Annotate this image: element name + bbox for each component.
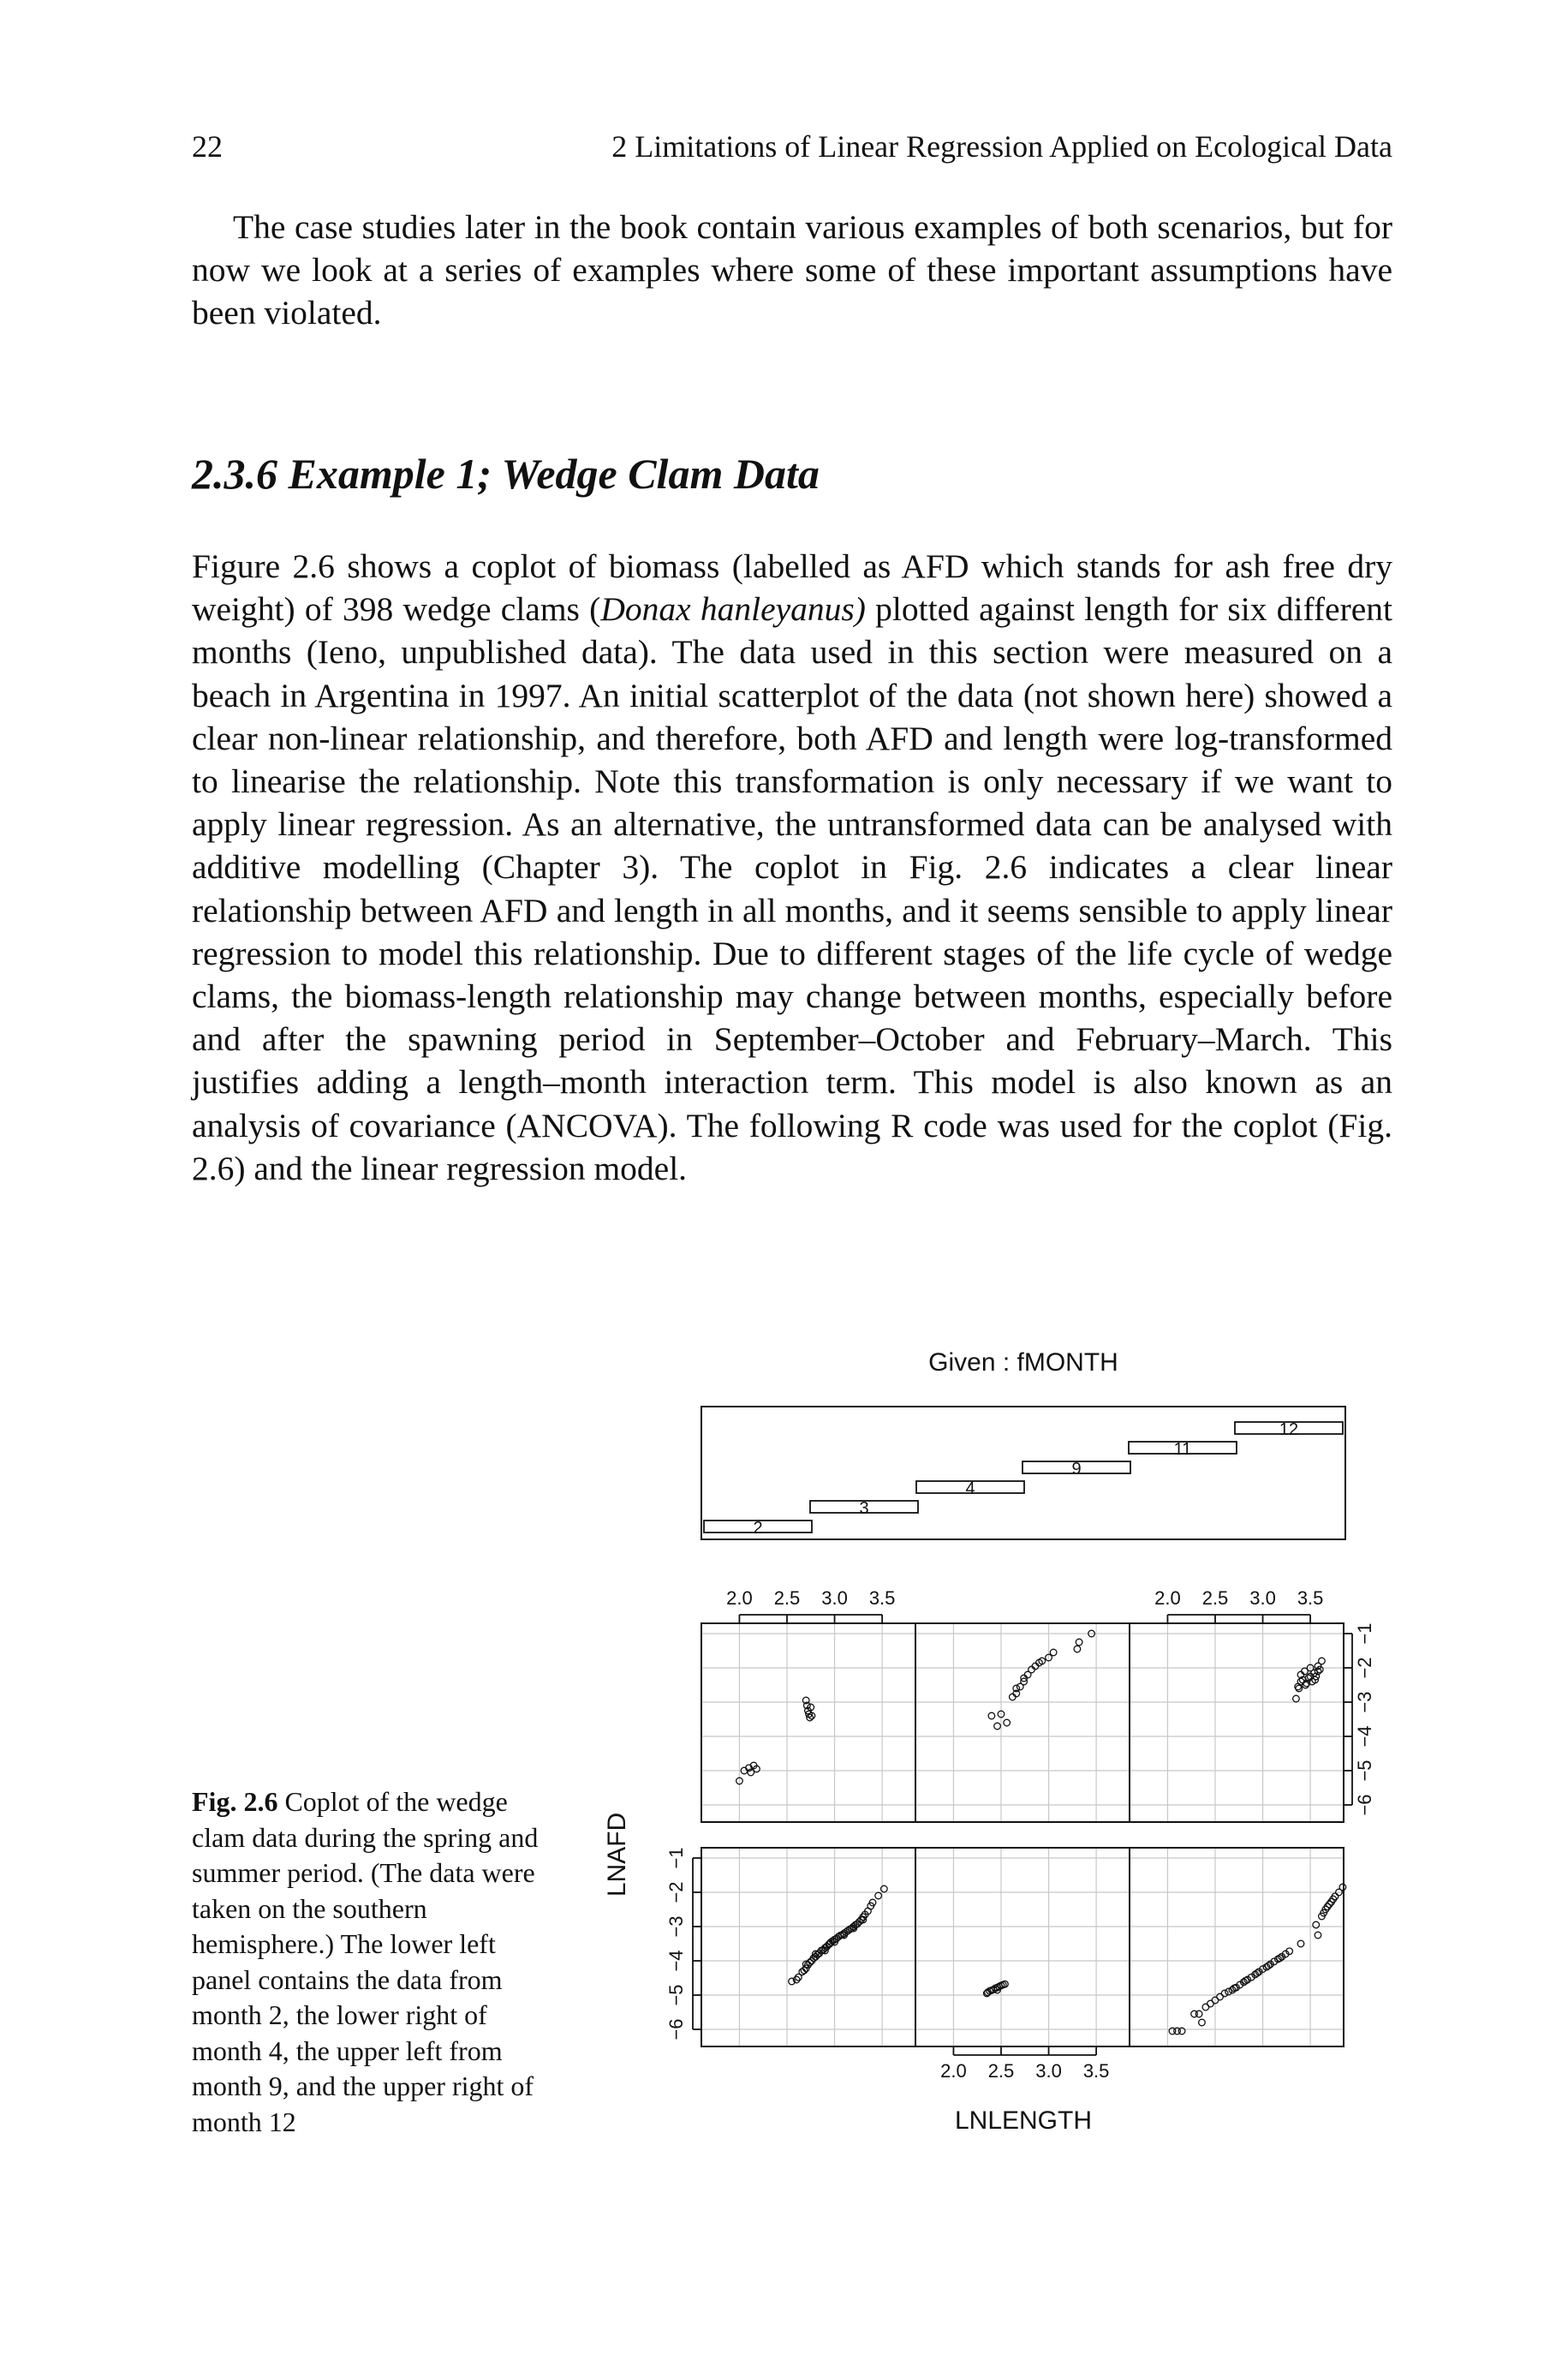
given-interval-label: 2: [753, 1519, 763, 1538]
x-tick-label: 3.0: [1035, 2060, 1062, 2082]
body-text-part2: plotted against length for six different months (Ieno, unpublished data). The data used in this section were measured on a beach in Argentina in 1997. An initial scatterplot of the data (not shown here) showed a clear non-linear relationship, and therefore, both AFD and length were log-transformed to linearise the relationship. Note this transformation is only necessary if we want to apply linear regression. As an alternative, the untransformed data can be analysed with additive modelling (Chapter 3). The coplot in Fig. 2.6 indicates a clear linear relationship between AFD and length in all months, and it seems sensible to apply linear regression to model this relationship. Due to different stages of the life cycle of wedge clams, the biomass-length relationship may change between months, especially before and after the spawning period in September–October and February–March. This justifies adding a length–month interaction term. This model is also known as an analysis of covariance (ANCOVA). The following R code was used for the coplot (Fig. 2.6) and the linear regression model.: [192, 590, 1392, 1187]
x-tick-label: 3.5: [868, 1587, 896, 1609]
y-tick-label: −1: [1354, 1622, 1375, 1645]
given-interval-label: 9: [1071, 1460, 1082, 1479]
given-interval-label: 11: [1173, 1440, 1192, 1459]
figure-caption: [192, 1784, 560, 2140]
body-paragraph: [192, 545, 1392, 1190]
panel-background: [915, 1848, 1130, 2046]
figure-caption-text: Coplot of the wedge clam data during the spring and summer period. (The data were taken on the southern hemisphere.) The lower left panel contains the data from month 2, the lower right of month 4, the upper left from month 9, and the upper right of month 12: [192, 1786, 539, 2137]
x-axis-title: LNLENGTH: [954, 2106, 1093, 2135]
panel-background: [1130, 1623, 1344, 1822]
page-number: 22: [192, 129, 223, 164]
figure-caption-label: Fig. 2.6: [192, 1786, 278, 1817]
coplot-figure: [591, 1341, 1379, 2163]
y-tick-label: −5: [1354, 1760, 1375, 1782]
panel-background: [915, 1623, 1130, 1822]
y-tick-label: −1: [665, 1847, 687, 1869]
given-interval-label: 3: [859, 1499, 869, 1518]
x-tick-label: 2.5: [773, 1587, 801, 1609]
x-tick-label: 2.5: [1201, 1587, 1229, 1609]
x-tick-label: 2.5: [987, 2060, 1015, 2082]
panel-background: [701, 1623, 915, 1822]
x-tick-label: 3.5: [1082, 2060, 1110, 2082]
x-tick-label: 3.5: [1297, 1587, 1324, 1609]
x-tick-label: 3.0: [821, 1587, 848, 1609]
y-tick-label: −5: [665, 1984, 687, 2006]
y-tick-label: −2: [665, 1881, 687, 1903]
y-tick-label: −6: [1354, 1794, 1375, 1816]
given-interval-label: 4: [965, 1479, 975, 1498]
panel-background: [1130, 1848, 1344, 2046]
y-tick-label: −4: [665, 1950, 687, 1972]
x-tick-label: 2.0: [940, 2060, 967, 2082]
y-axis-title: LNAFD: [603, 1812, 631, 1897]
panel-background: [701, 1848, 915, 2046]
y-tick-label: −2: [1354, 1657, 1375, 1679]
given-interval-label: 12: [1279, 1420, 1299, 1439]
x-tick-label: 2.0: [1154, 1587, 1181, 1609]
running-title: 2 Limitations of Linear Regression Applied on Ecological Data: [611, 129, 1392, 164]
species-name: Donax hanleyanus): [600, 590, 866, 629]
x-tick-label: 3.0: [1249, 1587, 1276, 1609]
section-heading: 2.3.6 Example 1; Wedge Clam Data: [192, 450, 820, 498]
body-text-part1: Figure 2.6 shows a coplot of biomass (labelled as AFD which stands for ash free dry weight) of 398 wedge clams (: [192, 547, 1392, 629]
running-head: [192, 128, 1392, 171]
given-label: Given : fMONTH: [928, 1348, 1118, 1377]
y-tick-label: −3: [665, 1915, 687, 1938]
y-tick-label: −4: [1354, 1725, 1375, 1748]
y-tick-label: −6: [665, 2018, 687, 2040]
x-tick-label: 2.0: [726, 1587, 753, 1609]
intro-paragraph: The case studies later in the book contain various examples of both scenarios, but for now we look at a series of examples where some of these important assumptions have been violated.: [192, 208, 1392, 332]
y-tick-label: −3: [1354, 1691, 1375, 1713]
